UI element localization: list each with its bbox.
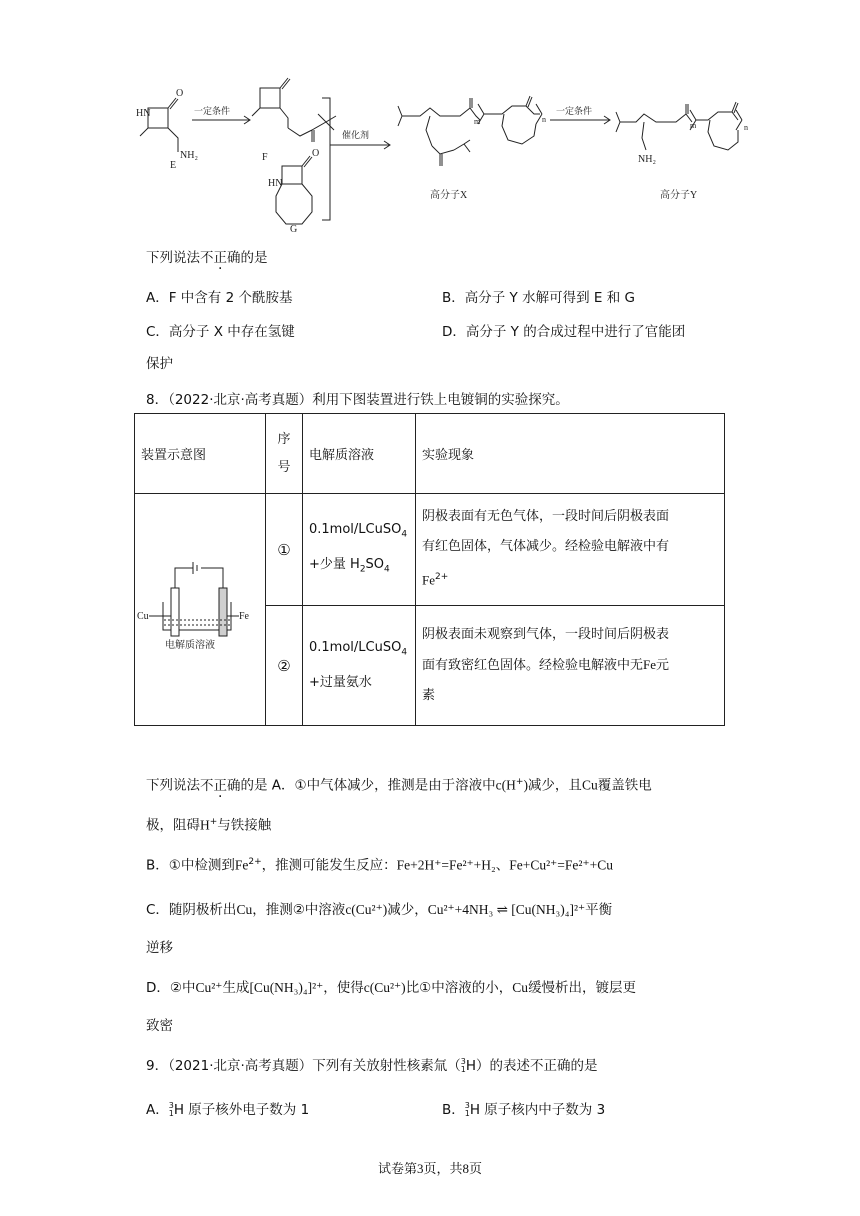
- svg-text:电解质溶液: 电解质溶液: [165, 639, 215, 651]
- q9-option-a: A．3 1H 原子核外电子数为 1: [146, 1101, 310, 1118]
- q8-stem: 8．（2022·北京·高考真题）利用下图装置进行铁上电镀铜的实验探究。: [146, 392, 569, 408]
- row1-phenomenon: 阴极表面有无色气体，一段时间后阴极表面 有红色固体，气体减少。经检验电解液中有 $Fe^{2+}$: [416, 494, 725, 606]
- header-diagram: 装置示意图: [135, 414, 266, 494]
- header-solution: 电解质溶液: [303, 414, 416, 494]
- svg-text:一定条件: 一定条件: [194, 106, 231, 116]
- svg-text:催化剂: 催化剂: [342, 130, 370, 140]
- svg-text:Fe: Fe: [239, 610, 249, 622]
- svg-text:O: O: [312, 148, 320, 159]
- q7-option-d: D．高分子 Y 的合成过程中进行了官能团: [442, 324, 686, 340]
- emphasis-text: 不正确: [200, 250, 241, 266]
- svg-text:Cu: Cu: [137, 610, 149, 622]
- experiment-table: [134, 413, 725, 726]
- apparatus-cell: [135, 494, 266, 726]
- svg-text:m: m: [690, 121, 697, 130]
- svg-text:F: F: [262, 152, 268, 163]
- svg-text:n: n: [542, 115, 546, 124]
- row1-solution: 0.1mol/LCuSO$_4$ +少量 $H_2SO_4$: [303, 494, 416, 606]
- svg-text:n: n: [744, 123, 748, 132]
- q9-stem: 9．（2021·北京·高考真题）下列有关放射性核素氚（3 1H）的表述不正确的是: [146, 1057, 598, 1074]
- svg-text:m: m: [474, 117, 481, 126]
- q7-option-b: B．高分子 Y 水解可得到 E 和 G: [442, 290, 635, 306]
- electroplating-apparatus: [135, 548, 265, 668]
- svg-text:O: O: [176, 88, 184, 99]
- q8-option-c-cont: 逆移: [146, 940, 173, 956]
- q8-option-c: C．随阴极析出Cu，推测②中溶液c(Cu²⁺)减少，Cu²⁺+4NH₃ ⇌ [Cu(NH₃)₄]²⁺平衡: [146, 902, 613, 918]
- svg-text:HN: HN: [136, 108, 151, 119]
- q7-option-c: C．高分子 X 中存在氢键: [146, 324, 295, 340]
- q8-option-d: D．②中Cu²⁺生成[Cu(NH₃)₄]²⁺，使得c(Cu²⁺)比①中溶液的小，Cu缓慢析出，镀层更: [146, 980, 637, 996]
- q9-option-b: B．3 1H 原子核内中子数为 3: [442, 1101, 606, 1118]
- q8-option-d-cont: 致密: [146, 1018, 173, 1034]
- q8-option-a-cont: 极，阻碍H+与铁接触: [146, 817, 272, 834]
- row1-number: ①: [266, 494, 303, 606]
- row2-number: ②: [266, 606, 303, 726]
- svg-text:HN: HN: [268, 178, 283, 189]
- reaction-scheme: [130, 70, 750, 235]
- header-number: 序 号: [266, 414, 303, 494]
- q7-stem: 下列说法不正确的是: [146, 250, 268, 266]
- q7-option-d-cont: 保护: [146, 356, 173, 372]
- row2-solution: 0.1mol/LCuSO$_4$ +过量氨水: [303, 606, 416, 726]
- svg-text:高分子Y: 高分子Y: [660, 190, 698, 201]
- svg-text:NH₂: NH₂: [180, 150, 198, 161]
- page-footer: 试卷第3页，共8页: [377, 1161, 482, 1176]
- svg-text:一定条件: 一定条件: [556, 106, 593, 116]
- header-phenomenon: 实验现象: [416, 414, 725, 494]
- svg-text:高分子X: 高分子X: [430, 190, 468, 201]
- q8-stem2-option-a: 下列说法不正确的是 A．①中气体减少，推测是由于溶液中c(H+)减少，且Cu覆盖铁电: [146, 777, 652, 794]
- svg-text:G: G: [290, 224, 298, 235]
- row2-phenomenon: 阴极表面未观察到气体，一段时间后阴极表 面有致密红色固体。经检验电解液中无Fe元 素: [416, 606, 725, 726]
- svg-text:E: E: [170, 160, 177, 171]
- q7-option-a: A．F 中含有 2 个酰胺基: [146, 290, 293, 306]
- svg-text:NH₂: NH₂: [638, 154, 656, 165]
- q8-option-b: B．①中检测到$Fe^{2+}$，推测可能发生反应：Fe+2H⁺=Fe²⁺+H₂、Fe+Cu²⁺=Fe²⁺+Cu: [146, 857, 613, 874]
